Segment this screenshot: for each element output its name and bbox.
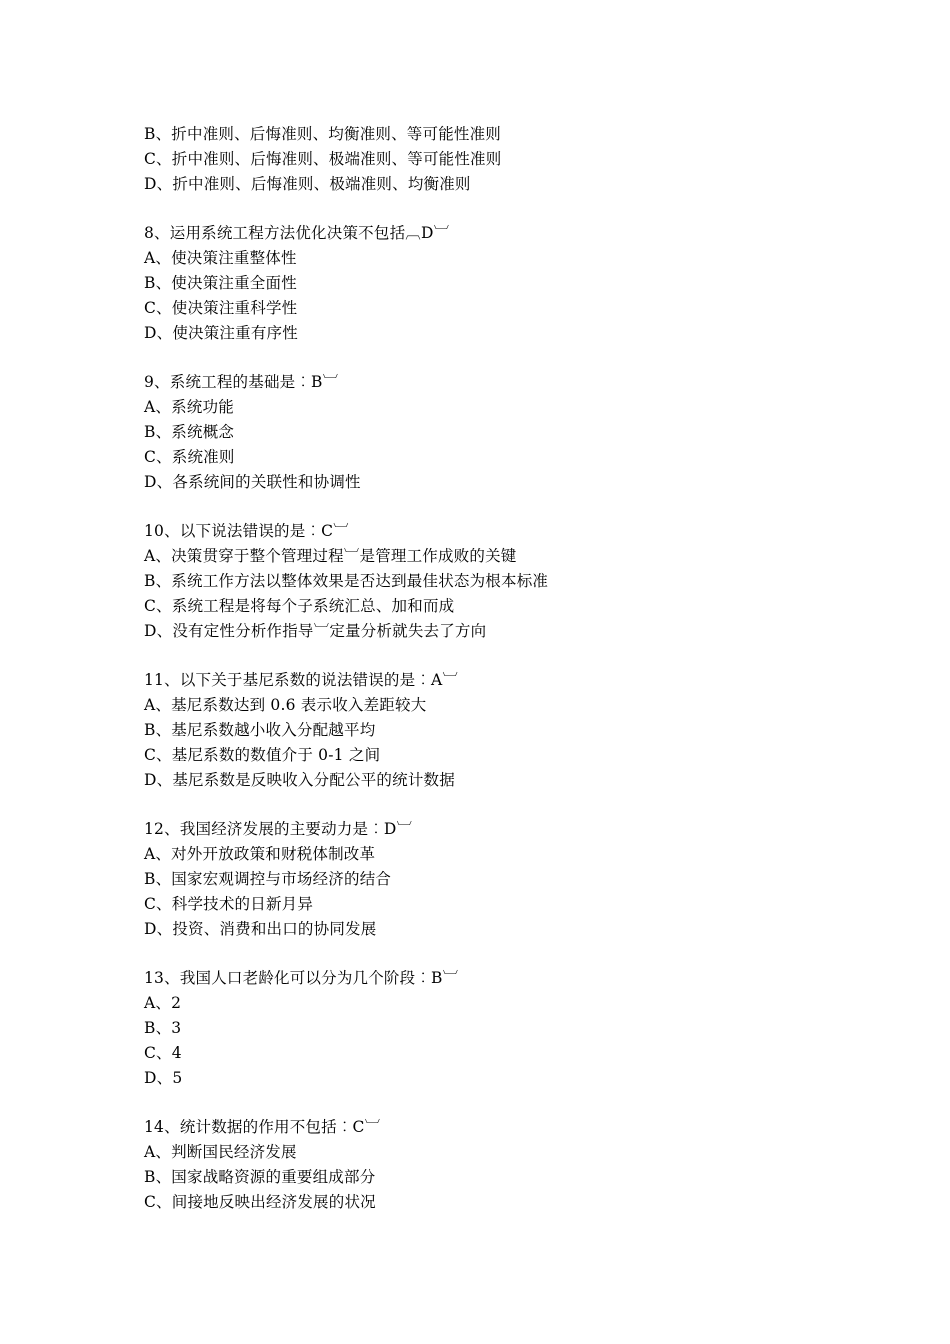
option-b: B、系统工作方法以整体效果是否达到最佳状态为根本标准	[144, 571, 549, 590]
option-d: D、使决策注重有序性	[144, 323, 298, 342]
option-d: D、各系统间的关联性和协调性	[144, 472, 361, 491]
option-a: A、系统功能	[144, 398, 234, 417]
question-9	[144, 370, 844, 494]
option-b: B、国家战略资源的重要组成部分	[144, 1167, 376, 1186]
question-8	[144, 221, 844, 345]
option-a: A、决策贯穿于整个管理过程︺是管理工作成败的关键	[144, 547, 517, 566]
option-b: B、3	[144, 1018, 182, 1037]
question-stem: 9、系统工程的基础是︰B︺	[144, 373, 339, 392]
question-14	[144, 1115, 844, 1214]
option-c: C、间接地反映出经济发展的状况	[144, 1192, 376, 1211]
question-stem: 14、统计数据的作用不包括︰C︺	[144, 1118, 381, 1137]
option-d: D、5	[144, 1068, 183, 1087]
option-c: C、折中准则、后悔准则、极端准则、等可能性准则	[144, 149, 502, 168]
option-a: A、2	[144, 994, 182, 1013]
option-d: D、投资、消费和出口的协同发展	[144, 919, 377, 938]
option-a: A、基尼系数达到 0.6 表示收入差距较大	[144, 696, 427, 715]
question-stem: 11、以下关于基尼系数的说法错误的是︰A︺	[144, 671, 459, 690]
option-b: B、折中准则、后悔准则、均衡准则、等可能性准则	[144, 125, 501, 143]
document-page	[144, 122, 844, 1239]
question-10	[144, 519, 844, 643]
option-c: C、4	[144, 1043, 182, 1062]
question-13	[144, 966, 844, 1090]
option-a: A、对外开放政策和财税体制改革	[144, 845, 376, 864]
question-7-continued	[144, 122, 844, 196]
option-a: A、判断国民经济发展	[144, 1143, 297, 1162]
question-11	[144, 668, 844, 792]
option-b: B、使决策注重全面性	[144, 273, 297, 292]
question-stem: 13、我国人口老龄化可以分为几个阶段︰B︺	[144, 969, 459, 988]
option-d: D、没有定性分析作指导︺定量分析就失去了方向	[144, 621, 487, 640]
option-b: B、基尼系数越小收入分配越平均	[144, 720, 376, 739]
question-12	[144, 817, 844, 941]
question-stem: 12、我国经济发展的主要动力是︰D︺	[144, 820, 413, 839]
question-stem: 8、运用系统工程方法优化决策不包括︹D︺	[144, 224, 450, 243]
option-c: C、系统工程是将每个子系统汇总、加和而成	[144, 596, 455, 615]
option-a: A、使决策注重整体性	[144, 249, 297, 268]
question-stem: 10、以下说法错误的是︰C︺	[144, 522, 349, 541]
option-b: B、国家宏观调控与市场经济的结合	[144, 869, 392, 888]
option-c: C、科学技术的日新月异	[144, 894, 314, 913]
option-d: D、基尼系数是反映收入分配公平的统计数据	[144, 770, 455, 789]
option-c: C、系统准则	[144, 447, 235, 466]
option-c: C、使决策注重科学性	[144, 298, 298, 317]
option-b: B、系统概念	[144, 422, 235, 441]
option-d: D、折中准则、后悔准则、极端准则、均衡准则	[144, 174, 471, 193]
option-c: C、基尼系数的数值介于 0-1 之间	[144, 745, 381, 764]
